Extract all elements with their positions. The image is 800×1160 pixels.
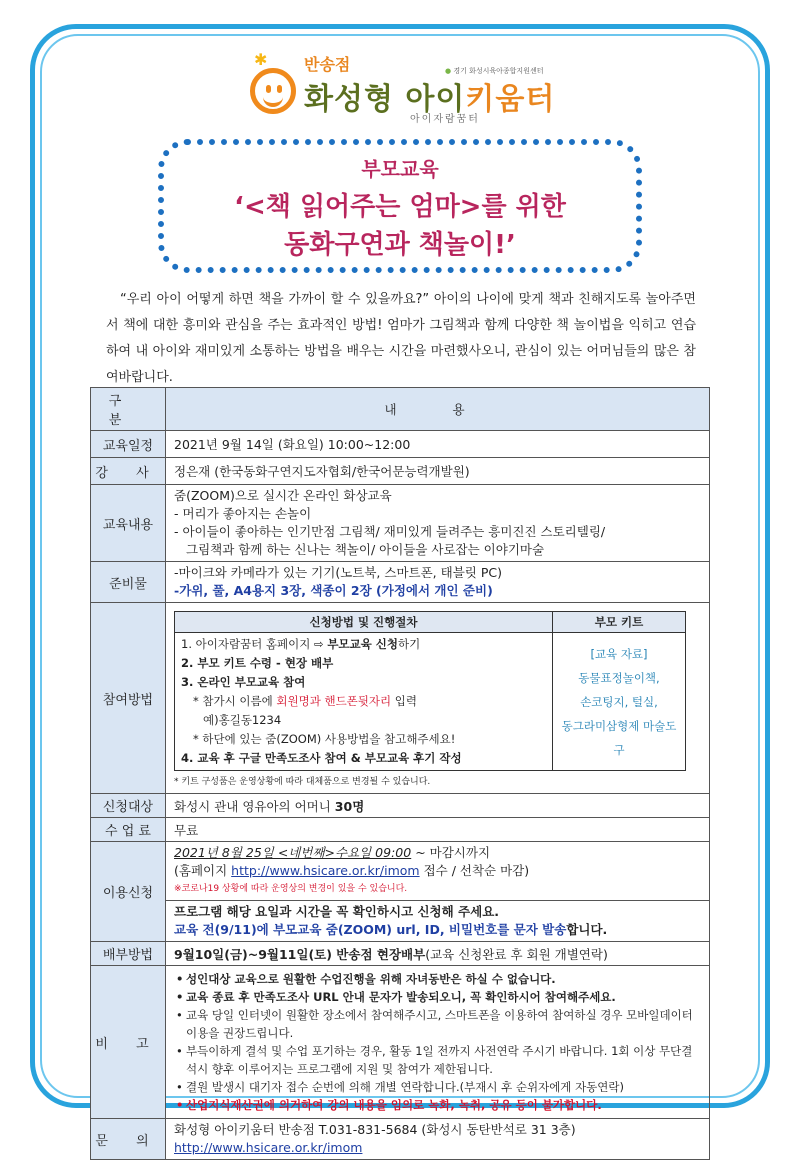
- star-icon: ✱: [254, 50, 268, 69]
- prep-label: 준비물: [91, 562, 166, 603]
- content-value: 줌(ZOOM)으로 실시간 온라인 화상교육 - 머리가 좋아지는 손놀이 - 아이들이 좋아하는 인기만점 그림책/ 재미있게 들려주는 흥미진진 스토리텔링/ 그림책과 함께 하는 신나는 책놀이/ 아이들을 사로잡는 이야기마술: [166, 485, 710, 562]
- intro-paragraph: “우리 아이 어떻게 하면 책을 가까이 할 수 있을까요?” 아이의 나이에 맞게 책과 친해지도록 놀아주면서 책에 대한 흥미와 관심을 주는 효과적인 방법! 엄마가 그림책과 함께 다양한 책 놀이법을 익히고 연습하여 내 아이와 재미있게 소통하는 방법을 배우는 시간을 마련했사오니, 관심이 있는 어머님들의 많은 참여바랍니다.: [106, 292, 696, 385]
- row-method: [91, 603, 710, 794]
- inquiry-label: 문 의: [91, 1119, 166, 1160]
- lecturer-label: 강 사: [91, 458, 166, 485]
- row-target: [91, 794, 710, 818]
- row-lecturer: [91, 458, 710, 485]
- inquiry-link[interactable]: http://www.hsicare.or.kr/imom: [174, 1140, 363, 1155]
- fee-label: 수 업 료: [91, 818, 166, 842]
- title-category: 부모교육: [361, 157, 439, 181]
- org-name: ● 경기 화성시육아종합지원센터: [445, 67, 544, 75]
- lecturer-value: 정은재 (한국동화구연지도자협회/한국어문능력개발원): [166, 458, 710, 485]
- row-fee: [91, 818, 710, 842]
- row-distribution: [91, 942, 710, 966]
- fee-value: 무료: [166, 818, 710, 842]
- kit-footnote: * 키트 구성품은 운영상황에 따라 대체품으로 변경될 수 있습니다.: [174, 777, 431, 787]
- target-label: 신청대상: [91, 794, 166, 818]
- logo-branch: 반송점: [304, 55, 351, 74]
- procedure-table: [174, 611, 686, 771]
- row-inquiry: [91, 1119, 710, 1160]
- row-prep: [91, 562, 710, 603]
- remarks-value: • 성인대상 교육으로 원활한 수업진행을 위해 자녀동반은 하실 수 없습니다. • 교육 종료 후 만족도조사 URL 안내 문자가 발송되오니, 꼭 확인하시어 참여해주세요. • 교육 당일 인터넷이 원활한 장소에서 참여해주시고, 스마트폰을 이용하여 참여하실 경우 모바일데이터 이용을 권장드립니다. • 부득이하게 결석 및 수업 포기하는 경우, 활동 1일 전까지 사전연락 주시기 바랍니다. 1회 이상 무단결석시 향후 이루어지는 프로그램에 지원 및 참여가 제한됩니다. • 결원 발생시 대기자 접수 순번에 의해 개별 연락합니다.(부재시 후 순위자에게 자동연락) • 산업지식재산권에 의거하여 강의 내용을 임의로 녹화, 녹취, 공유 등이 불가합니다.: [166, 966, 710, 1119]
- row-content: [91, 485, 710, 562]
- logo: [250, 50, 556, 130]
- org-logo-icon: ●: [445, 67, 452, 75]
- dist-label: 배부방법: [91, 942, 166, 966]
- procedure-header: 신청방법 및 진행절차: [175, 612, 553, 633]
- target-value: 화성시 관내 영유아의 어머니 30명: [166, 794, 710, 818]
- inquiry-value: 화성형 아이키움터 반송점 T.031-831-5684 (화성시 동탄반석로 31 3층) http://www.hsicare.or.kr/imom: [166, 1119, 710, 1160]
- row-apply: [91, 842, 710, 942]
- title-line-2: 동화구연과 책놀이!’: [284, 230, 516, 260]
- header-label: 구 분: [91, 388, 166, 431]
- kit-contents: [교육 자료] 동물표정놀이책, 손코팅지, 털실, 동그라미삼형제 마술도구: [553, 633, 686, 771]
- remarks-label: 비 고: [91, 966, 166, 1119]
- dist-value: 9월10일(금)~9월11일(토) 반송점 현장배부(교육 신청완료 후 회원 개별연락): [166, 942, 710, 966]
- kit-header: 부모 키트: [553, 612, 686, 633]
- title-box: [158, 139, 642, 273]
- date-value: 2021년 9월 14일 (화요일) 10:00~12:00: [166, 431, 710, 458]
- header-content: 내 용: [166, 388, 710, 431]
- apply-link[interactable]: http://www.hsicare.or.kr/imom: [231, 863, 420, 878]
- smile-face-icon: [250, 68, 296, 114]
- title-line-1: ‘<책 읽어주는 엄마>를 위한: [234, 192, 566, 222]
- apply-value: 2021년 8월 25일 <네번째>수요일 09:00 ~ 마감시까지 (홈페이지 http://www.hsicare.or.kr/imom 접수 / 선착순 마감) ※코로나19 상황에 따라 운영상의 변경이 있을 수 있습니다. 프로그램 해당 요일과 시간을 꼭 확인하시고 신청해 주세요. 교육 전(9/11)에 부모교육 줌(ZOOM) url, ID, 비밀번호를 문자 발송합니다.: [166, 842, 710, 942]
- info-table: [90, 387, 710, 1160]
- apply-label: 이용신청: [91, 842, 166, 942]
- date-label: 교육일정: [91, 431, 166, 458]
- row-date: [91, 431, 710, 458]
- logo-tagline: 아이자람꿈터: [410, 114, 480, 125]
- row-remarks: [91, 966, 710, 1119]
- prep-value: -마이크와 카메라가 있는 기기(노트북, 스마트폰, 태블릿 PC) -가위, 풀, A4용지 3장, 색종이 2장 (가정에서 개인 준비): [166, 562, 710, 603]
- method-value: [166, 603, 710, 794]
- logo-title: 화성형 아이키움터: [304, 82, 556, 117]
- method-label: 참여방법: [91, 603, 166, 794]
- table-header-row: [91, 388, 710, 431]
- content-label: 교육내용: [91, 485, 166, 562]
- procedure-steps: 1. 아이자람꿈터 홈페이지 ⇨ 부모교육 신청하기 2. 부모 키트 수령 - 현장 배부 3. 온라인 부모교육 참여 * 참가시 이름에 회원명과 핸드폰뒷자리 입력 예)홍길동1234 * 하단에 있는 줌(ZOOM) 사용방법을 참고해주세요! 4. 교육 후 구글 만족도조사 참여 & 부모교육 후기 작성: [175, 633, 553, 771]
